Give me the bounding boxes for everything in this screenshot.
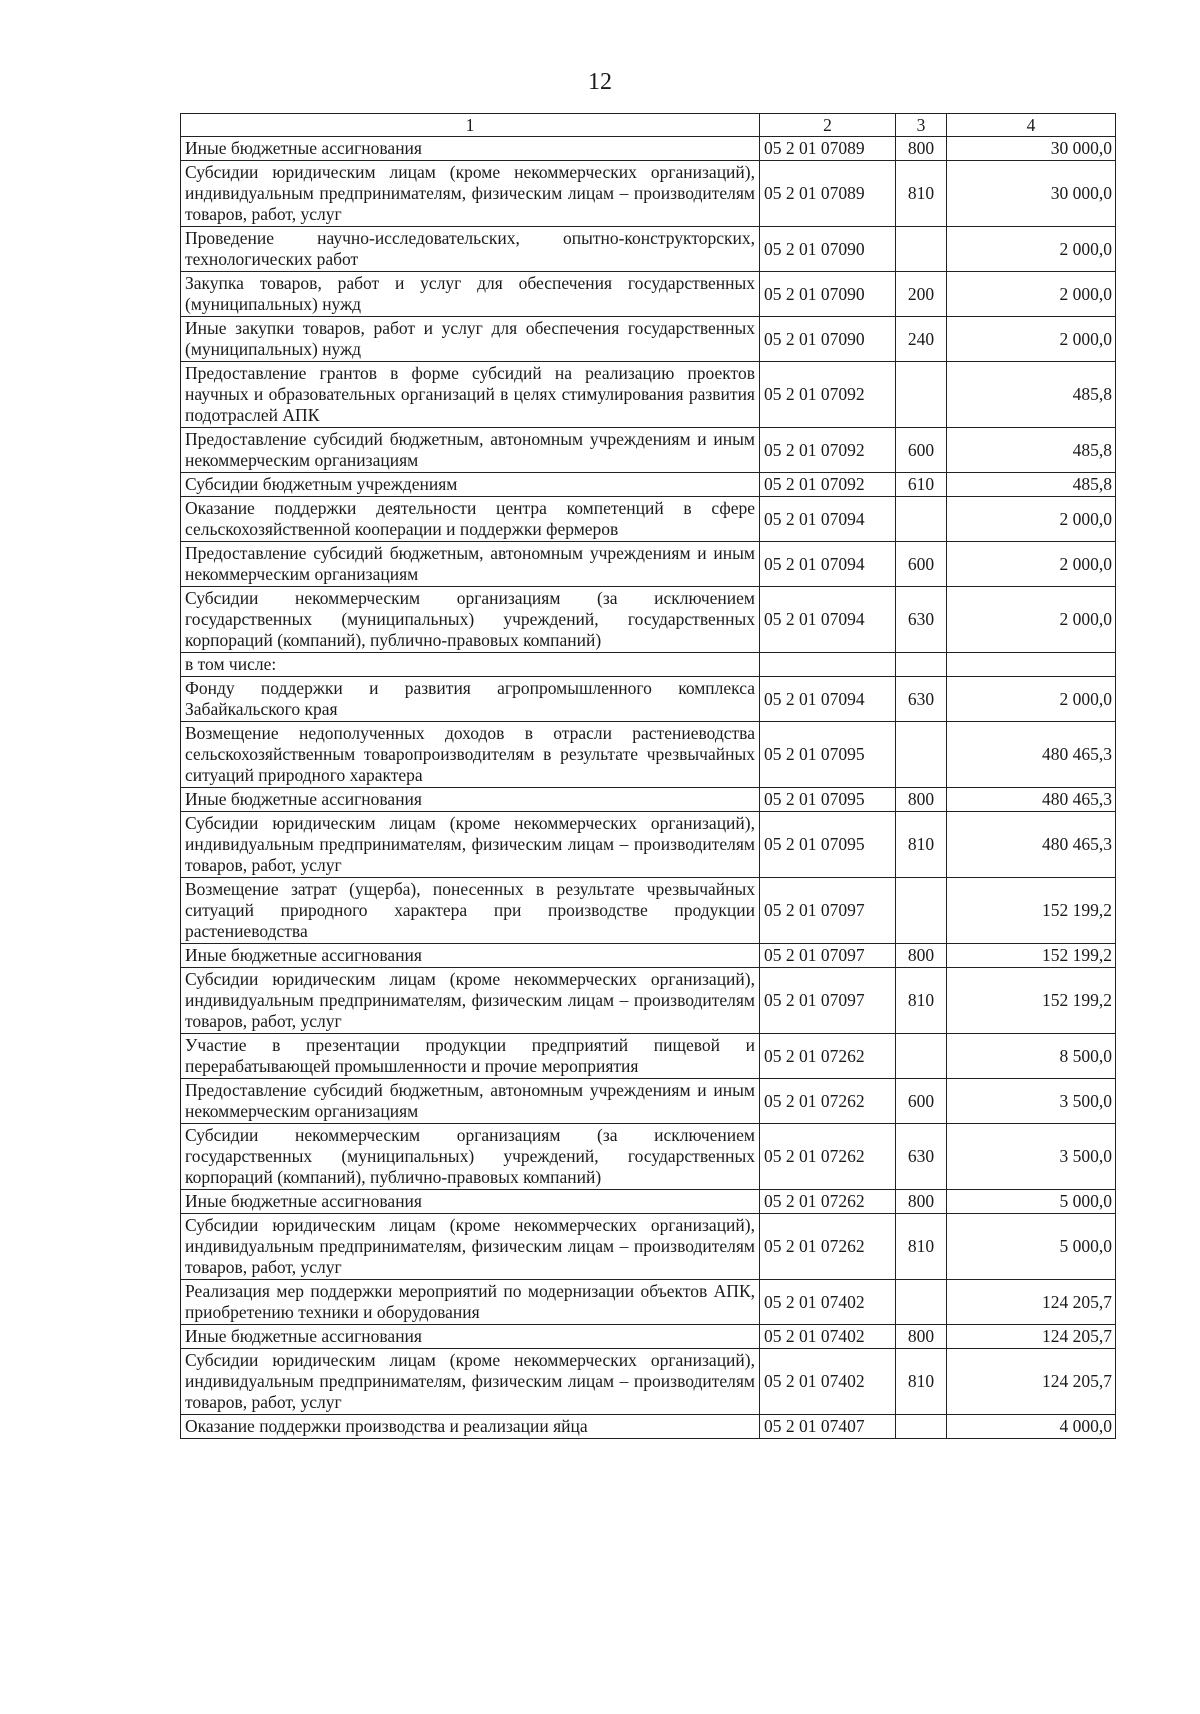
row-sum: 480 465,3 <box>947 722 1116 788</box>
row-expense-type: 240 <box>896 317 947 362</box>
row-sum: 30 000,0 <box>947 161 1116 227</box>
row-expense-type: 800 <box>896 1325 947 1349</box>
row-expense-type: 610 <box>896 473 947 497</box>
row-sum: 2 000,0 <box>947 497 1116 542</box>
row-name: Оказание поддержки производства и реализации яйца <box>181 1415 760 1439</box>
table-row <box>181 137 1116 161</box>
row-name: Иные бюджетные ассигнования <box>181 1325 760 1349</box>
row-target-code: 05 2 01 07402 <box>760 1349 896 1415</box>
row-target-code: 05 2 01 07094 <box>760 497 896 542</box>
row-sum: 124 205,7 <box>947 1280 1116 1325</box>
row-sum: 124 205,7 <box>947 1349 1116 1415</box>
row-name: Иные закупки товаров, работ и услуг для обеспечения государственных (муниципальных) нужд <box>181 317 760 362</box>
table-row <box>181 473 1116 497</box>
row-expense-type: 810 <box>896 968 947 1034</box>
row-expense-type <box>896 497 947 542</box>
table-row <box>181 1349 1116 1415</box>
header-col-2: 2 <box>760 114 896 137</box>
row-target-code: 05 2 01 07089 <box>760 161 896 227</box>
row-expense-type: 810 <box>896 1349 947 1415</box>
table-row <box>181 497 1116 542</box>
row-name: Возмещение затрат (ущерба), понесенных в результате чрезвычайных ситуаций природного характера при производстве продукции растениеводства <box>181 878 760 944</box>
row-sum: 485,8 <box>947 362 1116 428</box>
row-expense-type: 630 <box>896 1124 947 1190</box>
table-row <box>181 653 1116 677</box>
row-name: Предоставление грантов в форме субсидий на реализацию проектов научных и образовательных организаций в целях стимулирования развития подотраслей АПК <box>181 362 760 428</box>
table-row <box>181 1214 1116 1280</box>
table-row <box>181 878 1116 944</box>
row-name: Иные бюджетные ассигнования <box>181 788 760 812</box>
row-sum: 152 199,2 <box>947 878 1116 944</box>
row-target-code: 05 2 01 07262 <box>760 1079 896 1124</box>
row-expense-type: 800 <box>896 137 947 161</box>
row-sum: 485,8 <box>947 428 1116 473</box>
table-row <box>181 161 1116 227</box>
row-name: Предоставление субсидий бюджетным, автономным учреждениям и иным некоммерческим организациям <box>181 428 760 473</box>
row-expense-type <box>896 878 947 944</box>
row-target-code: 05 2 01 07092 <box>760 473 896 497</box>
table-row <box>181 272 1116 317</box>
table-row <box>181 1079 1116 1124</box>
row-expense-type: 630 <box>896 677 947 722</box>
table-row <box>181 227 1116 272</box>
row-target-code: 05 2 01 07097 <box>760 968 896 1034</box>
row-sum: 3 500,0 <box>947 1079 1116 1124</box>
row-expense-type: 800 <box>896 788 947 812</box>
row-expense-type: 800 <box>896 944 947 968</box>
row-name: Оказание поддержки деятельности центра компетенций в сфере сельскохозяйственной кооперации и поддержки фермеров <box>181 497 760 542</box>
row-sum <box>947 653 1116 677</box>
header-col-3: 3 <box>896 114 947 137</box>
row-target-code: 05 2 01 07095 <box>760 722 896 788</box>
row-sum: 2 000,0 <box>947 677 1116 722</box>
row-name: Возмещение недополученных доходов в отрасли растениеводства сельскохозяйственным товаропроизводителям в результате чрезвычайных ситуаций природного характера <box>181 722 760 788</box>
row-expense-type <box>896 1034 947 1079</box>
row-target-code: 05 2 01 07262 <box>760 1124 896 1190</box>
table-header <box>181 114 1116 137</box>
row-name: Проведение научно-исследовательских, опытно-конструкторских, технологических работ <box>181 227 760 272</box>
page-number: 12 <box>588 69 612 95</box>
header-col-1: 1 <box>181 114 760 137</box>
row-name: Субсидии некоммерческим организациям (за исключением государственных (муниципальных) учреждений, государственных корпораций (компаний), публично-правовых компаний) <box>181 587 760 653</box>
row-target-code: 05 2 01 07092 <box>760 362 896 428</box>
row-target-code: 05 2 01 07092 <box>760 428 896 473</box>
table-row <box>181 722 1116 788</box>
header-row <box>181 114 1116 137</box>
table-row <box>181 1415 1116 1439</box>
row-expense-type: 600 <box>896 542 947 587</box>
table-row <box>181 677 1116 722</box>
row-sum: 152 199,2 <box>947 944 1116 968</box>
row-expense-type: 810 <box>896 1214 947 1280</box>
row-name: Субсидии юридическим лицам (кроме некоммерческих организаций), индивидуальным предпринимателям, физическим лицам – производителям товаров, работ, услуг <box>181 1349 760 1415</box>
row-target-code: 05 2 01 07097 <box>760 878 896 944</box>
table-row <box>181 1124 1116 1190</box>
row-expense-type: 600 <box>896 428 947 473</box>
table-row <box>181 812 1116 878</box>
table-row <box>181 968 1116 1034</box>
table-row <box>181 428 1116 473</box>
row-expense-type: 630 <box>896 587 947 653</box>
row-sum: 3 500,0 <box>947 1124 1116 1190</box>
row-expense-type: 810 <box>896 812 947 878</box>
row-name: Иные бюджетные ассигнования <box>181 137 760 161</box>
row-target-code <box>760 653 896 677</box>
row-target-code: 05 2 01 07407 <box>760 1415 896 1439</box>
header-col-4: 4 <box>947 114 1116 137</box>
row-name: Фонду поддержки и развития агропромышленного комплекса Забайкальского края <box>181 677 760 722</box>
row-sum: 2 000,0 <box>947 317 1116 362</box>
row-sum: 480 465,3 <box>947 788 1116 812</box>
row-sum: 480 465,3 <box>947 812 1116 878</box>
table-row <box>181 542 1116 587</box>
row-name: Субсидии юридическим лицам (кроме некоммерческих организаций), индивидуальным предпринимателям, физическим лицам – производителям товаров, работ, услуг <box>181 812 760 878</box>
row-name: в том числе: <box>181 653 760 677</box>
row-target-code: 05 2 01 07094 <box>760 587 896 653</box>
row-expense-type: 800 <box>896 1190 947 1214</box>
row-name: Предоставление субсидий бюджетным, автономным учреждениям и иным некоммерческим организациям <box>181 1079 760 1124</box>
row-target-code: 05 2 01 07402 <box>760 1325 896 1349</box>
row-expense-type <box>896 653 947 677</box>
table-row <box>181 1280 1116 1325</box>
row-expense-type <box>896 227 947 272</box>
row-sum: 2 000,0 <box>947 272 1116 317</box>
table-row <box>181 1325 1116 1349</box>
row-target-code: 05 2 01 07262 <box>760 1034 896 1079</box>
row-target-code: 05 2 01 07094 <box>760 542 896 587</box>
row-name: Реализация мер поддержки мероприятий по модернизации объектов АПК, приобретению техники и оборудования <box>181 1280 760 1325</box>
row-name: Закупка товаров, работ и услуг для обеспечения государственных (муниципальных) нужд <box>181 272 760 317</box>
row-name: Субсидии юридическим лицам (кроме некоммерческих организаций), индивидуальным предпринимателям, физическим лицам – производителям товаров, работ, услуг <box>181 1214 760 1280</box>
row-sum: 2 000,0 <box>947 227 1116 272</box>
row-target-code: 05 2 01 07262 <box>760 1214 896 1280</box>
row-sum: 124 205,7 <box>947 1325 1116 1349</box>
row-target-code: 05 2 01 07262 <box>760 1190 896 1214</box>
row-target-code: 05 2 01 07090 <box>760 317 896 362</box>
row-name: Субсидии юридическим лицам (кроме некоммерческих организаций), индивидуальным предпринимателям, физическим лицам – производителям товаров, работ, услуг <box>181 161 760 227</box>
row-sum: 8 500,0 <box>947 1034 1116 1079</box>
row-name: Субсидии некоммерческим организациям (за исключением государственных (муниципальных) учреждений, государственных корпораций (компаний), публично-правовых компаний) <box>181 1124 760 1190</box>
row-sum: 30 000,0 <box>947 137 1116 161</box>
row-sum: 485,8 <box>947 473 1116 497</box>
table-row <box>181 944 1116 968</box>
row-target-code: 05 2 01 07095 <box>760 788 896 812</box>
row-sum: 2 000,0 <box>947 587 1116 653</box>
row-expense-type: 600 <box>896 1079 947 1124</box>
row-name: Иные бюджетные ассигнования <box>181 1190 760 1214</box>
budget-table <box>180 113 1116 1439</box>
row-target-code: 05 2 01 07095 <box>760 812 896 878</box>
table-row <box>181 1190 1116 1214</box>
row-name: Предоставление субсидий бюджетным, автономным учреждениям и иным некоммерческим организациям <box>181 542 760 587</box>
table-row <box>181 587 1116 653</box>
row-name: Субсидии бюджетным учреждениям <box>181 473 760 497</box>
row-sum: 4 000,0 <box>947 1415 1116 1439</box>
row-target-code: 05 2 01 07094 <box>760 677 896 722</box>
row-sum: 2 000,0 <box>947 542 1116 587</box>
row-target-code: 05 2 01 07090 <box>760 227 896 272</box>
row-sum: 152 199,2 <box>947 968 1116 1034</box>
table-row <box>181 788 1116 812</box>
row-expense-type: 200 <box>896 272 947 317</box>
row-expense-type: 810 <box>896 161 947 227</box>
table-row <box>181 317 1116 362</box>
row-expense-type <box>896 722 947 788</box>
row-expense-type <box>896 1280 947 1325</box>
row-name: Иные бюджетные ассигнования <box>181 944 760 968</box>
table-row <box>181 362 1116 428</box>
row-target-code: 05 2 01 07097 <box>760 944 896 968</box>
row-expense-type <box>896 1415 947 1439</box>
table-body <box>181 137 1116 1439</box>
row-name: Участие в презентации продукции предприятий пищевой и перерабатывающей промышленности и прочие мероприятия <box>181 1034 760 1079</box>
row-target-code: 05 2 01 07090 <box>760 272 896 317</box>
row-target-code: 05 2 01 07089 <box>760 137 896 161</box>
row-expense-type <box>896 362 947 428</box>
row-sum: 5 000,0 <box>947 1214 1116 1280</box>
row-sum: 5 000,0 <box>947 1190 1116 1214</box>
row-name: Субсидии юридическим лицам (кроме некоммерческих организаций), индивидуальным предпринимателям, физическим лицам – производителям товаров, работ, услуг <box>181 968 760 1034</box>
table-row <box>181 1034 1116 1079</box>
row-target-code: 05 2 01 07402 <box>760 1280 896 1325</box>
